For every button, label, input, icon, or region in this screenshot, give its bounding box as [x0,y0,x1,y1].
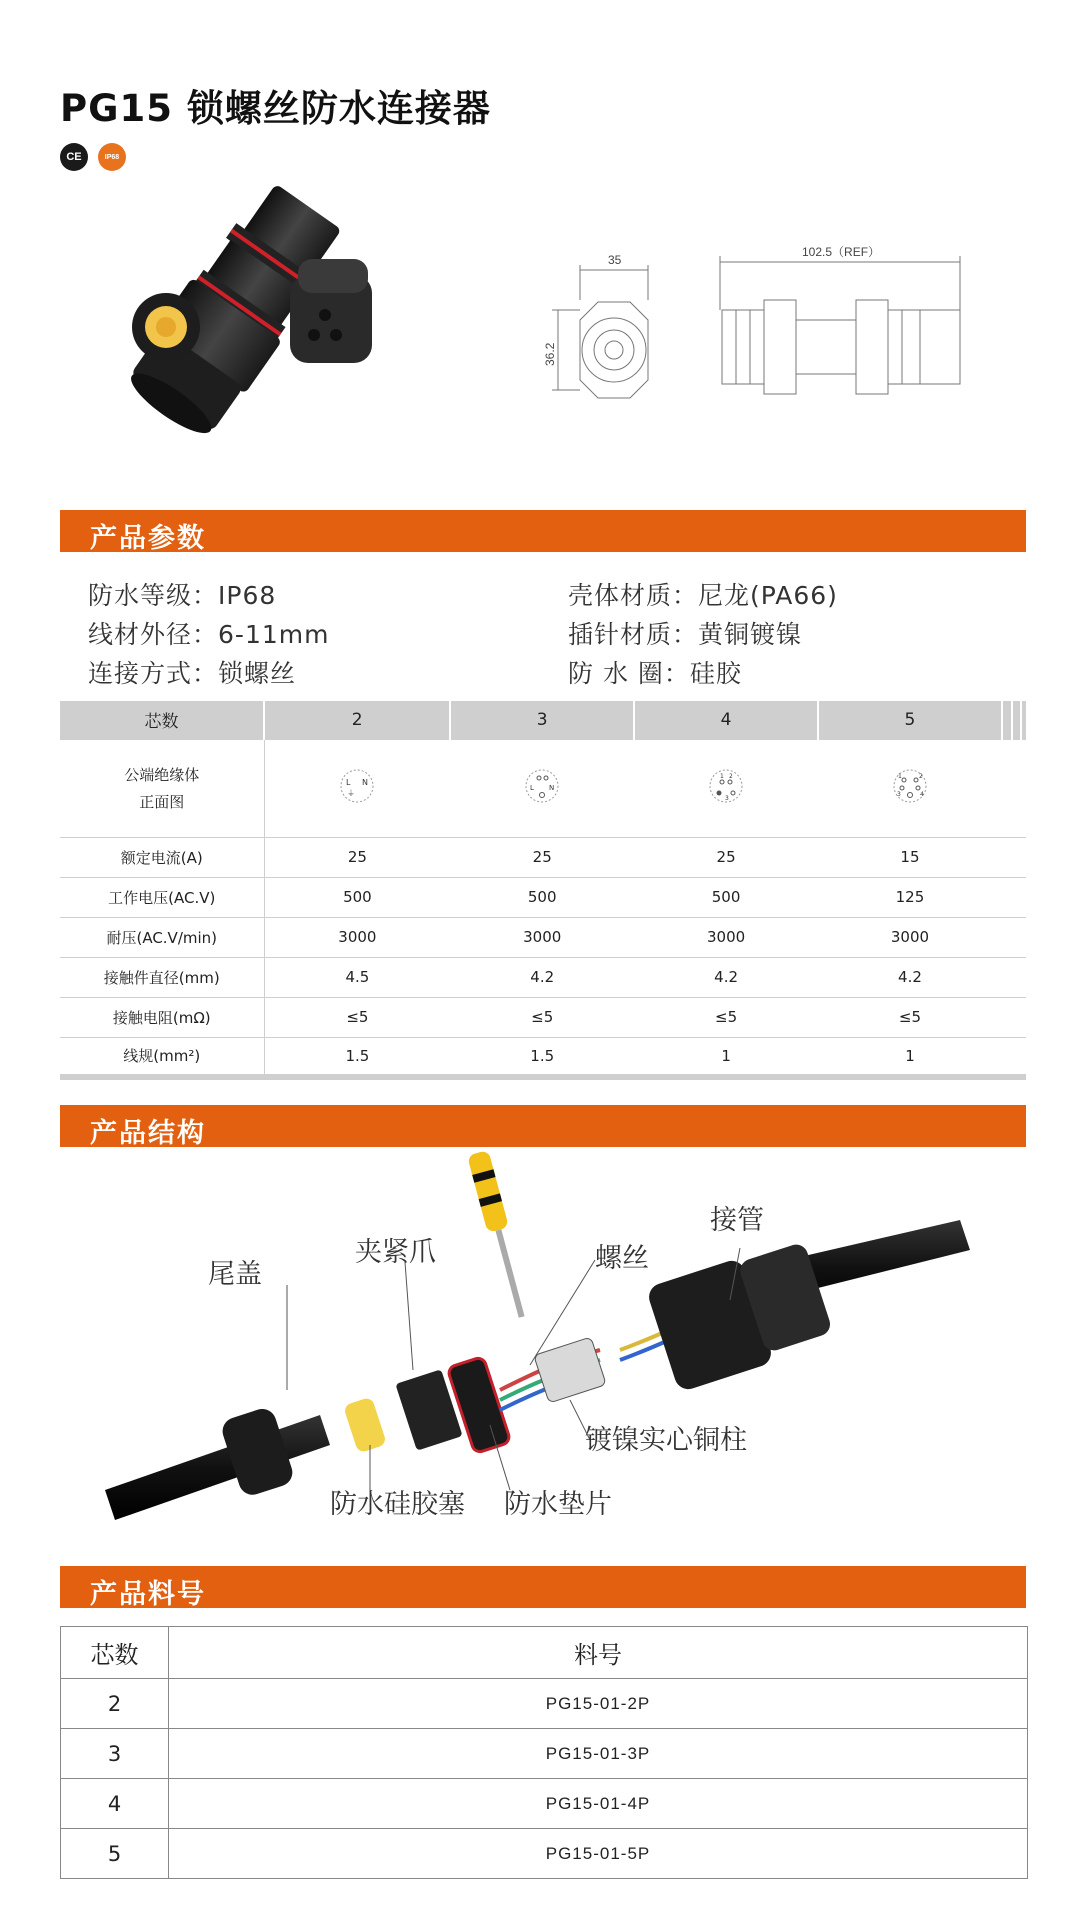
partno-header-core: 芯数 [61,1627,169,1679]
partno-value: PG15-01-4P [169,1779,1028,1829]
param-seal: 防 水 圈：硅胶 [568,659,742,688]
spec-header-3: 3 [450,701,634,739]
partno-core: 4 [61,1779,169,1829]
spec-header-row [60,701,1026,739]
spec-cell: 500 [634,877,818,917]
spec-cell: 4.2 [450,957,634,997]
screwdriver-icon [467,1150,532,1320]
spec-row-label: 接触电阻(mΩ) [60,997,264,1037]
spec-face-label: 公端绝缘体 正面图 [60,739,264,837]
spec-row-label: 工作电压(AC.V) [60,877,264,917]
section-params-title: 产品参数 [90,523,206,554]
spec-cell: 15 [818,837,1002,877]
label-gasket: 防水垫片 [504,1489,612,1520]
spec-cell: 3000 [818,917,1002,957]
gasket-icon [447,1356,511,1453]
table-row [60,877,1026,917]
pin-face-2-icon [264,739,450,837]
spec-row-label: 接触件直径(mm) [60,957,264,997]
table-row [61,1829,1028,1879]
param-housing: 壳体材质：尼龙(PA66) [568,581,838,610]
spec-cell: 3000 [264,917,450,957]
spec-header-empty [1021,701,1026,739]
partno-header-pn: 料号 [169,1627,1028,1679]
spec-table [60,701,1026,1080]
spec-face-row [60,739,1026,837]
spec-cell: 3000 [634,917,818,957]
spec-row-label: 额定电流(A) [60,837,264,877]
table-row [60,1037,1026,1077]
table-row [60,997,1026,1037]
partno-header-row [61,1627,1028,1679]
spec-cell: 1.5 [450,1037,634,1077]
partno-core: 5 [61,1829,169,1879]
spec-cell: ≤5 [450,997,634,1037]
svg-text:4: 4 [919,791,924,798]
partno-value: PG15-01-2P [169,1679,1028,1729]
dimension-drawings [540,240,1040,410]
spec-cell: ≤5 [264,997,450,1037]
dim-length-label: 102.5（REF） [802,245,881,259]
partno-table [60,1626,1028,1879]
param-cable-diameter: 线材外径：6-11mm [88,620,330,649]
spec-header-5: 5 [818,701,1002,739]
partno-value: PG15-01-3P [169,1729,1028,1779]
page-title: PG15 锁螺丝防水连接器 [60,87,491,130]
svg-text:⏚: ⏚ [347,789,356,798]
svg-text:1: 1 [720,773,724,780]
svg-text:N: N [549,784,555,792]
spec-row-label: 线规(mm²) [60,1037,264,1077]
spec-cell: ≤5 [818,997,1002,1037]
table-row [61,1779,1028,1829]
spec-header-empty [1002,701,1012,739]
pin-face-4-icon [634,739,818,837]
partno-value: PG15-01-5P [169,1829,1028,1879]
spec-cell: 25 [264,837,450,877]
label-coupling-tube: 接管 [710,1205,764,1236]
table-row [60,917,1026,957]
pin-face-3-icon [450,739,634,837]
param-waterproof: 防水等级：IP68 [88,581,277,610]
dim-height-label: 36.2 [543,342,557,366]
section-structure-bar [60,1105,1026,1147]
copper-pin-icon [534,1337,607,1403]
svg-text:3: 3 [725,795,729,802]
spec-cell: 25 [450,837,634,877]
spec-cell: 1 [818,1037,1002,1077]
spec-cell: 1.5 [264,1037,450,1077]
section-structure-title: 产品结构 [90,1118,206,1149]
spec-cell: 500 [450,877,634,917]
spec-cell: 500 [264,877,450,917]
spec-header-2: 2 [264,701,450,739]
table-row [60,837,1026,877]
spec-cell: 4.5 [264,957,450,997]
spec-cell: 4.2 [818,957,1002,997]
section-params-bar [60,510,1026,552]
svg-text:2: 2 [729,773,733,780]
product-photo [130,185,430,445]
svg-text:L: L [346,778,351,787]
param-pin-material: 插针材质：黄铜镀镍 [568,620,803,649]
certification-badges [60,143,126,171]
svg-text:N: N [362,778,369,787]
spec-cell: 1 [634,1037,818,1077]
section-partno-title: 产品料号 [90,1579,206,1610]
tail-cap-icon [219,1405,296,1498]
partno-core: 3 [61,1729,169,1779]
svg-text:3: 3 [896,791,901,798]
table-row [60,957,1026,997]
label-screw: 螺丝 [595,1243,649,1274]
ce-mark-icon: CE [60,143,88,171]
spec-header-core: 芯数 [60,701,264,739]
label-tail-cap: 尾盖 [208,1259,262,1290]
exploded-view [60,1150,1026,1545]
spec-header-4: 4 [634,701,818,739]
param-connection: 连接方式：锁螺丝 [88,659,297,688]
silicone-plug-icon [343,1397,387,1454]
ip68-badge-icon: IP68 [98,143,126,171]
section-partno-bar [60,1566,1026,1608]
spec-cell: 25 [634,837,818,877]
spec-cell: ≤5 [634,997,818,1037]
svg-text:2: 2 [918,773,923,780]
label-clamp-claw: 夹紧爪 [355,1237,436,1268]
label-silicone-plug: 防水硅胶塞 [330,1489,465,1520]
table-row [61,1729,1028,1779]
pin-insert-icon [290,259,372,363]
spec-cell: 3000 [450,917,634,957]
spec-row-label: 耐压(AC.V/min) [60,917,264,957]
dim-width-label: 35 [608,253,622,267]
partno-core: 2 [61,1679,169,1729]
spec-cell: 125 [818,877,1002,917]
label-copper-pin: 镀镍实心铜柱 [585,1425,747,1456]
spec-cell: 4.2 [634,957,818,997]
svg-text:L: L [530,784,535,792]
pin-face-5-icon [818,739,1002,837]
svg-text:1: 1 [897,773,902,780]
table-row [61,1679,1028,1729]
spec-header-empty [1012,701,1022,739]
